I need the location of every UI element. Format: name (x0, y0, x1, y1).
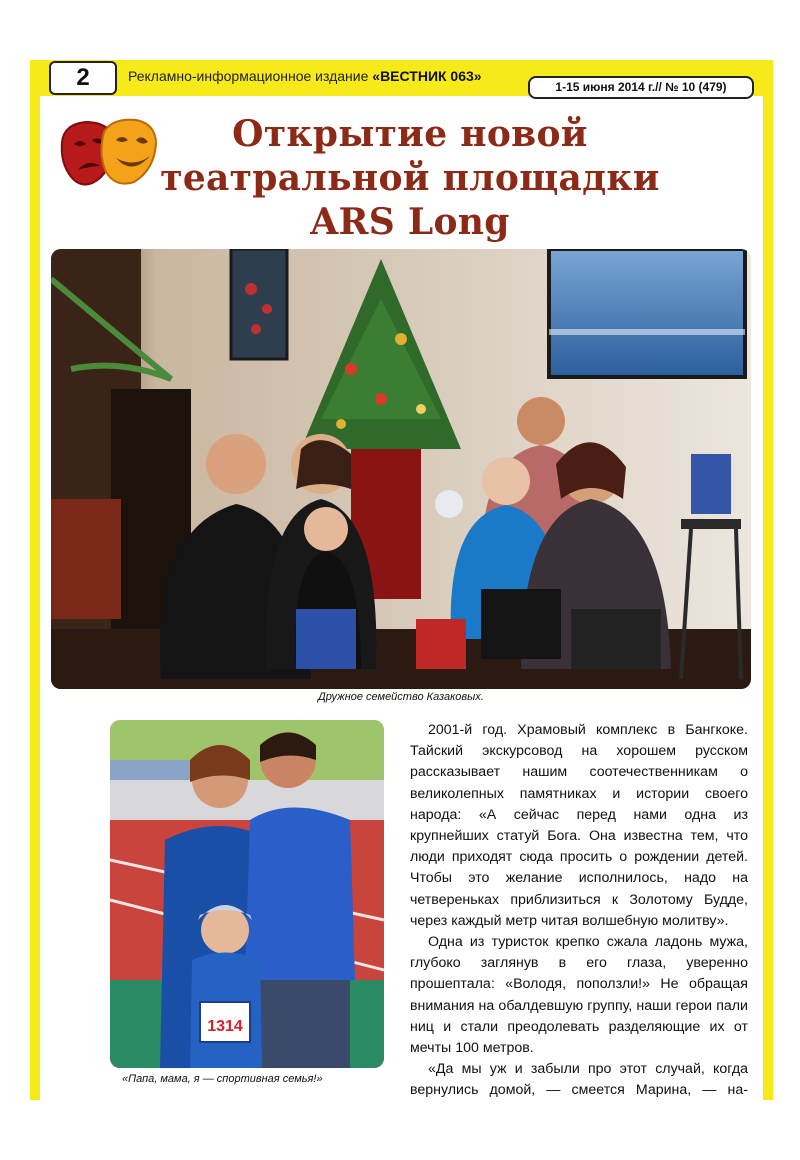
publication-name: «ВЕСТНИК 063» (372, 68, 482, 84)
issue-date-badge: 1-15 июня 2014 г.// № 10 (479) (528, 76, 754, 99)
title-line: ARS Long (310, 201, 510, 243)
page-number: 2 (49, 61, 117, 95)
sport-photo-illustration (110, 720, 384, 1068)
title-line: Открытие новой (232, 113, 588, 155)
main-photo-caption: Дружное семейство Казаковых. (318, 691, 484, 703)
article-paragraph: Одна из туристок крепко сжала ладонь мужа, глубоко заглянув в его глаза, уверенно прошептала: «Володя, поползли!» Не обращая внимания на обалдевшую группу, наши герои пали ниц и стали преодолевать разделяющие их от мечты 100 метров. (410, 934, 748, 1057)
family-photo-illustration (51, 249, 751, 689)
small-photo-caption: «Папа, мама, я — спортивная семья!» (122, 1073, 323, 1085)
title-line: театральной площадки (160, 157, 660, 199)
article-body (410, 720, 748, 1102)
article-title (110, 112, 710, 244)
publication-line (128, 68, 482, 84)
article-paragraph: 2001-й год. Храмовый комплекс в Бангкоке. Тайский экскурсовод на хорошем русском рассказывает нашим соотечественникам о великолепных памятниках и истории своего народа: «А сейчас перед нами одна из крупнейших статуй Бога. Она известна тем, что люди приходят сюда просить о рождении детей. Чтобы это желание исполнилось, надо на четвереньках приблизиться к Золотому Будде, через каждый метр читая волшебную молитву». (410, 722, 748, 929)
family-photo (51, 249, 751, 689)
article-paragraph: «Да мы уж и забыли про этот случай, когда вернулись домой, — смеется Марина, — на- (410, 1061, 748, 1099)
runner-bib-number: 1314 (207, 1018, 243, 1035)
publication-prefix: Рекламно-информационное издание (128, 68, 373, 84)
sport-family-photo (110, 720, 384, 1068)
